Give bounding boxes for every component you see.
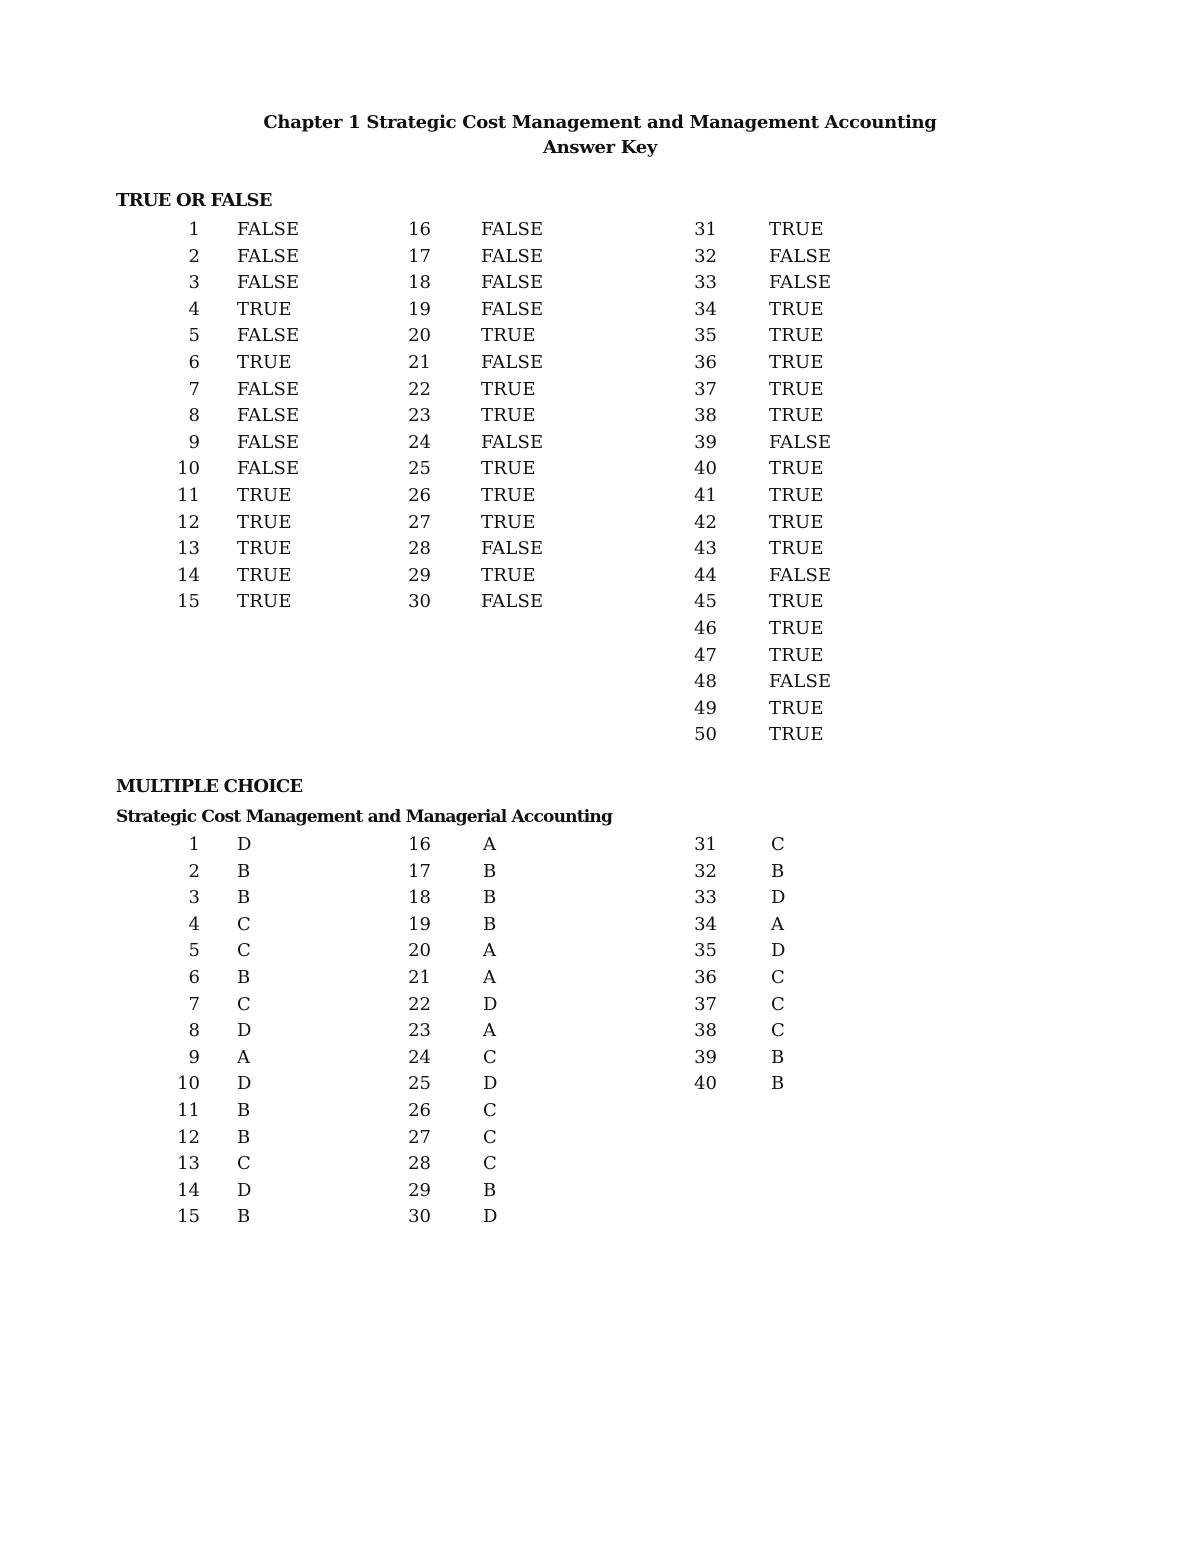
question-number: 13 xyxy=(177,538,200,560)
question-number: 7 xyxy=(188,993,200,1015)
question-number: 10 xyxy=(177,458,200,480)
answer-value: TRUE xyxy=(769,378,824,400)
answer-value: TRUE xyxy=(481,325,536,347)
question-number: 26 xyxy=(408,1099,431,1121)
question-number: 37 xyxy=(694,378,717,400)
question-number: 44 xyxy=(694,564,717,586)
answer-value: B xyxy=(237,887,251,909)
answer-value: A xyxy=(483,940,497,962)
question-number: 34 xyxy=(694,913,717,935)
answer-value: TRUE xyxy=(769,617,824,639)
question-number: 36 xyxy=(694,966,717,988)
answer-value: TRUE xyxy=(237,351,292,373)
question-number: 21 xyxy=(408,966,431,988)
question-number: 6 xyxy=(188,966,200,988)
answer-value: B xyxy=(483,913,497,935)
answer-value: FALSE xyxy=(237,405,300,427)
question-number: 28 xyxy=(408,1153,431,1175)
question-number: 17 xyxy=(408,860,431,882)
question-number: 33 xyxy=(694,272,717,294)
question-number: 38 xyxy=(694,405,717,427)
answer-value: C xyxy=(237,993,251,1015)
question-number: 16 xyxy=(408,219,431,240)
answer-value: C xyxy=(771,1020,785,1042)
answer-value: TRUE xyxy=(237,511,292,533)
answer-value: FALSE xyxy=(481,245,544,267)
answer-value: A xyxy=(237,1046,251,1068)
answer-value: B xyxy=(483,887,497,909)
answer-value: TRUE xyxy=(769,298,824,320)
answer-value: FALSE xyxy=(769,272,832,294)
question-number: 25 xyxy=(408,1073,431,1095)
answer-value: FALSE xyxy=(481,538,544,560)
answer-value: A xyxy=(483,834,497,855)
question-number: 40 xyxy=(694,458,717,480)
question-number: 7 xyxy=(188,378,200,400)
answer-value: TRUE xyxy=(769,351,824,373)
question-number: 24 xyxy=(408,431,431,453)
answer-value: D xyxy=(483,993,498,1015)
question-number: 18 xyxy=(408,272,431,294)
answer-value: TRUE xyxy=(481,378,536,400)
answer-value: TRUE xyxy=(769,591,824,613)
question-number: 9 xyxy=(188,431,200,453)
answer-value: B xyxy=(483,1179,497,1201)
answer-value: TRUE xyxy=(481,458,536,480)
answer-value: D xyxy=(237,1073,252,1095)
answer-value: B xyxy=(771,860,785,882)
answer-value: C xyxy=(771,993,785,1015)
answer-value: D xyxy=(237,834,252,855)
answer-value: D xyxy=(237,1179,252,1201)
question-number: 29 xyxy=(408,564,431,586)
answer-value: D xyxy=(483,1206,498,1228)
question-number: 3 xyxy=(188,887,200,909)
question-number: 26 xyxy=(408,484,431,506)
question-number: 45 xyxy=(694,591,717,613)
question-number: 35 xyxy=(694,940,717,962)
question-number: 42 xyxy=(694,511,717,533)
question-number: 32 xyxy=(694,860,717,882)
answer-value: FALSE xyxy=(237,458,300,480)
answer-value: C xyxy=(771,834,785,855)
answer-value: FALSE xyxy=(237,325,300,347)
multiple-choice-heading: MULTIPLE CHOICE xyxy=(116,776,303,797)
answer-value: D xyxy=(771,940,786,962)
question-number: 11 xyxy=(177,1099,200,1121)
document-title: Chapter 1 Strategic Cost Management and Management Accounting xyxy=(263,112,937,133)
question-number: 35 xyxy=(694,325,717,347)
question-number: 19 xyxy=(408,913,431,935)
question-number: 37 xyxy=(694,993,717,1015)
answer-value: TRUE xyxy=(769,405,824,427)
answer-value: FALSE xyxy=(769,671,832,693)
answer-value: TRUE xyxy=(769,511,824,533)
question-number: 15 xyxy=(177,1206,200,1228)
answer-value: B xyxy=(237,1099,251,1121)
answer-value: TRUE xyxy=(769,538,824,560)
answer-value: FALSE xyxy=(237,378,300,400)
question-number: 19 xyxy=(408,298,431,320)
question-number: 14 xyxy=(177,564,200,586)
answer-value: D xyxy=(483,1073,498,1095)
answer-value: B xyxy=(237,1126,251,1148)
question-number: 14 xyxy=(177,1179,200,1201)
answer-value: TRUE xyxy=(237,591,292,613)
answer-value: B xyxy=(771,1073,785,1095)
question-number: 50 xyxy=(694,724,717,746)
answer-value: B xyxy=(237,1206,251,1228)
question-number: 4 xyxy=(188,298,200,320)
answer-value: B xyxy=(771,1046,785,1068)
question-number: 20 xyxy=(408,325,431,347)
answer-value: FALSE xyxy=(481,272,544,294)
question-number: 22 xyxy=(408,378,431,400)
question-number: 46 xyxy=(694,617,717,639)
answer-value: C xyxy=(771,966,785,988)
question-number: 4 xyxy=(188,913,200,935)
question-number: 8 xyxy=(188,1020,200,1042)
answer-value: A xyxy=(771,913,785,935)
answer-value: A xyxy=(483,966,497,988)
answer-value: FALSE xyxy=(237,245,300,267)
answer-value: TRUE xyxy=(769,644,824,666)
question-number: 47 xyxy=(694,644,717,666)
answer-value: FALSE xyxy=(481,351,544,373)
question-number: 34 xyxy=(694,298,717,320)
document-subtitle: Answer Key xyxy=(542,137,658,158)
answer-value: TRUE xyxy=(769,724,824,746)
question-number: 6 xyxy=(188,351,200,373)
answer-value: B xyxy=(483,860,497,882)
question-number: 2 xyxy=(188,245,200,267)
question-number: 17 xyxy=(408,245,431,267)
question-number: 12 xyxy=(177,1126,200,1148)
question-number: 23 xyxy=(408,405,431,427)
question-number: 27 xyxy=(408,511,431,533)
question-number: 41 xyxy=(694,484,717,506)
answer-value: TRUE xyxy=(237,564,292,586)
question-number: 15 xyxy=(177,591,200,613)
answer-value: TRUE xyxy=(237,538,292,560)
question-number: 24 xyxy=(408,1046,431,1068)
question-number: 2 xyxy=(188,860,200,882)
question-number: 18 xyxy=(408,887,431,909)
answer-value: B xyxy=(237,860,251,882)
question-number: 5 xyxy=(188,325,200,347)
question-number: 48 xyxy=(694,671,717,693)
answer-value: C xyxy=(237,1153,251,1175)
question-number: 32 xyxy=(694,245,717,267)
question-number: 1 xyxy=(188,219,200,240)
question-number: 38 xyxy=(694,1020,717,1042)
question-number: 40 xyxy=(694,1073,717,1095)
answer-value: C xyxy=(237,940,251,962)
answer-value: FALSE xyxy=(769,431,832,453)
answer-value: D xyxy=(237,1020,252,1042)
question-number: 22 xyxy=(408,993,431,1015)
answer-value: C xyxy=(483,1099,497,1121)
answer-value: C xyxy=(483,1046,497,1068)
question-number: 3 xyxy=(188,272,200,294)
answer-value: FALSE xyxy=(481,431,544,453)
true-false-heading: TRUE OR FALSE xyxy=(116,190,272,211)
question-number: 31 xyxy=(694,834,717,855)
answer-value: C xyxy=(483,1126,497,1148)
answer-value: TRUE xyxy=(237,484,292,506)
answer-value: FALSE xyxy=(237,431,300,453)
answer-value: TRUE xyxy=(481,564,536,586)
answer-value: TRUE xyxy=(237,298,292,320)
question-number: 39 xyxy=(694,1046,717,1068)
answer-value: TRUE xyxy=(481,484,536,506)
answer-value: TRUE xyxy=(769,219,824,240)
question-number: 9 xyxy=(188,1046,200,1068)
question-number: 49 xyxy=(694,697,717,719)
answer-value: TRUE xyxy=(769,458,824,480)
question-number: 30 xyxy=(408,591,431,613)
answer-value: FALSE xyxy=(237,272,300,294)
question-number: 29 xyxy=(408,1179,431,1201)
question-number: 36 xyxy=(694,351,717,373)
question-number: 13 xyxy=(177,1153,200,1175)
answer-value: C xyxy=(483,1153,497,1175)
answer-value: FALSE xyxy=(481,298,544,320)
question-number: 1 xyxy=(188,834,200,855)
answer-value: TRUE xyxy=(769,697,824,719)
answer-value: A xyxy=(483,1020,497,1042)
answer-value: TRUE xyxy=(481,405,536,427)
question-number: 5 xyxy=(188,940,200,962)
question-number: 27 xyxy=(408,1126,431,1148)
answer-value: D xyxy=(771,887,786,909)
question-number: 25 xyxy=(408,458,431,480)
question-number: 8 xyxy=(188,405,200,427)
question-number: 10 xyxy=(177,1073,200,1095)
question-number: 23 xyxy=(408,1020,431,1042)
answer-value: B xyxy=(237,966,251,988)
question-number: 30 xyxy=(408,1206,431,1228)
question-number: 33 xyxy=(694,887,717,909)
question-number: 11 xyxy=(177,484,200,506)
answer-value: TRUE xyxy=(481,511,536,533)
answer-value: FALSE xyxy=(237,219,300,240)
question-number: 20 xyxy=(408,940,431,962)
answer-value: TRUE xyxy=(769,325,824,347)
question-number: 28 xyxy=(408,538,431,560)
question-number: 12 xyxy=(177,511,200,533)
answer-value: FALSE xyxy=(481,219,544,240)
answer-value: C xyxy=(237,913,251,935)
question-number: 39 xyxy=(694,431,717,453)
question-number: 43 xyxy=(694,538,717,560)
question-number: 21 xyxy=(408,351,431,373)
question-number: 31 xyxy=(694,219,717,240)
answer-value: TRUE xyxy=(769,484,824,506)
answer-value: FALSE xyxy=(769,245,832,267)
answer-value: FALSE xyxy=(481,591,544,613)
answer-value: FALSE xyxy=(769,564,832,586)
question-number: 16 xyxy=(408,834,431,855)
multiple-choice-subheading: Strategic Cost Management and Managerial Accounting xyxy=(116,807,613,827)
